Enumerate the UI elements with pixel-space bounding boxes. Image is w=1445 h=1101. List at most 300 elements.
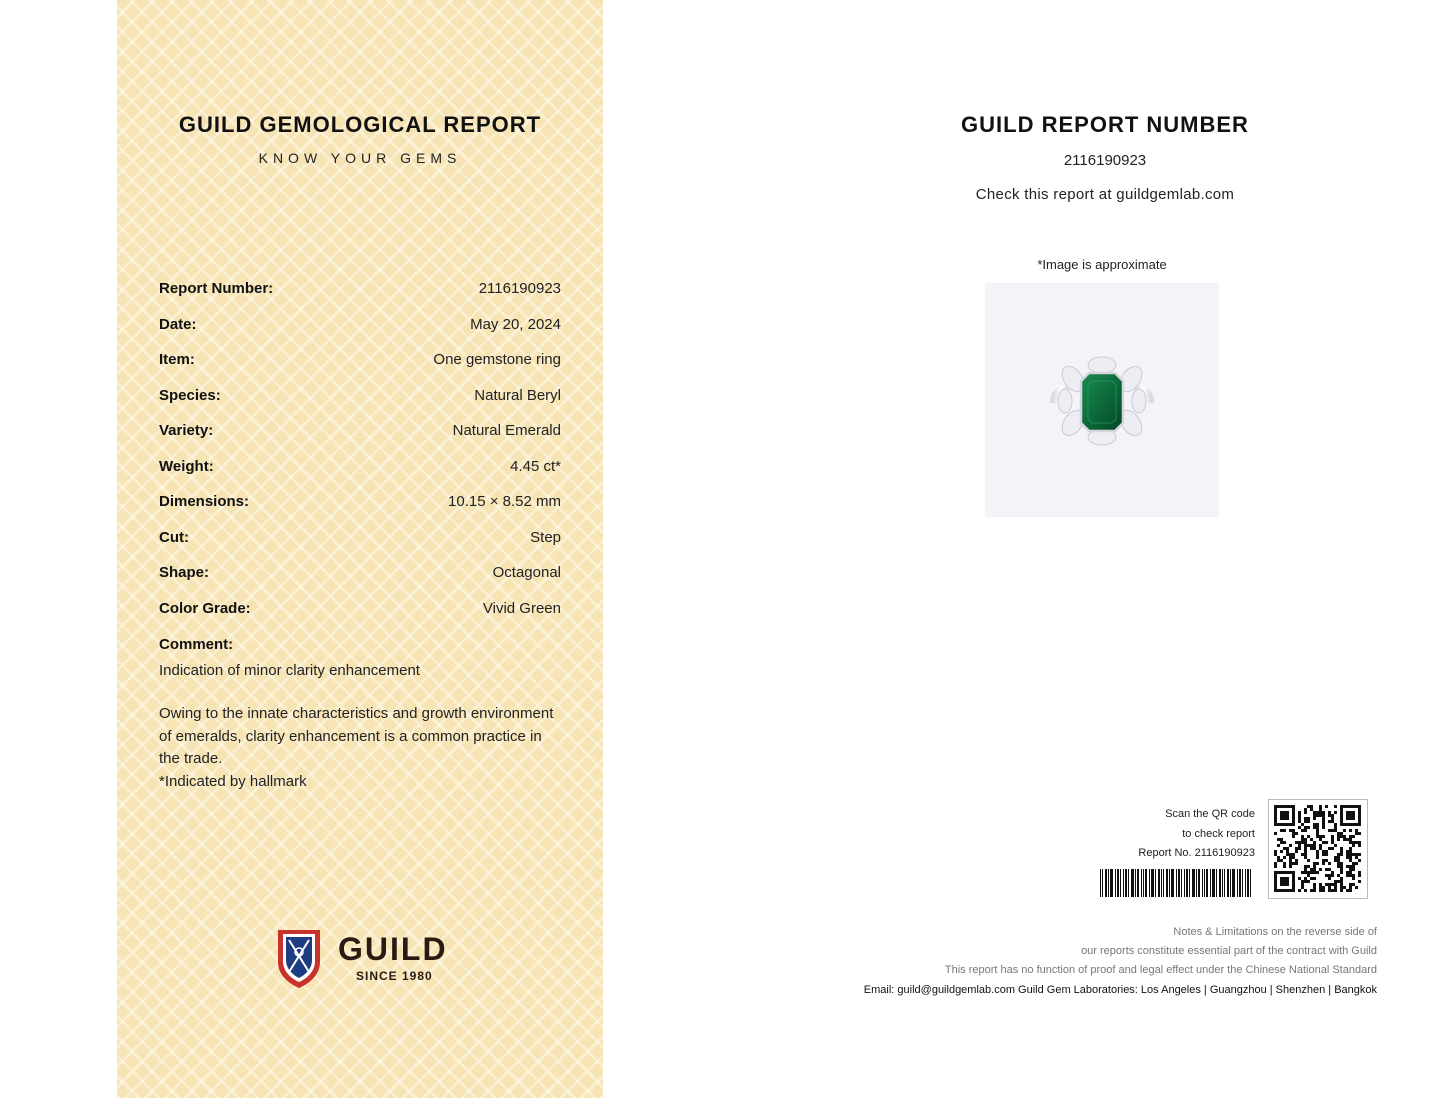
qr-module bbox=[1304, 841, 1307, 844]
qr-module bbox=[1352, 841, 1355, 844]
qr-module bbox=[1322, 817, 1325, 820]
qr-module bbox=[1283, 862, 1286, 865]
qr-module bbox=[1307, 817, 1310, 820]
qr-module bbox=[1334, 859, 1337, 862]
qr-module bbox=[1310, 847, 1313, 850]
qr-module bbox=[1334, 829, 1337, 832]
qr-module bbox=[1322, 835, 1325, 838]
qr-module bbox=[1349, 874, 1352, 877]
qr-module bbox=[1298, 889, 1301, 892]
barcode-bar bbox=[1145, 869, 1147, 897]
barcode-bar bbox=[1210, 869, 1211, 897]
qr-module bbox=[1307, 805, 1310, 808]
qr-module bbox=[1349, 829, 1352, 832]
barcode-bar bbox=[1184, 869, 1185, 897]
qr-code[interactable] bbox=[1268, 799, 1368, 899]
field-date bbox=[159, 316, 561, 352]
hallmark-note: *Indicated by hallmark bbox=[159, 772, 307, 790]
qr-module bbox=[1295, 841, 1298, 844]
barcode-bar bbox=[1224, 869, 1225, 897]
field-label: Color Grade: bbox=[159, 599, 251, 617]
barcode-bar bbox=[1161, 869, 1162, 897]
qr-module bbox=[1340, 886, 1343, 889]
qr-module bbox=[1346, 874, 1349, 877]
qr-module bbox=[1349, 835, 1352, 838]
qr-module bbox=[1316, 853, 1319, 856]
qr-module bbox=[1307, 844, 1310, 847]
qr-module bbox=[1328, 862, 1331, 865]
qr-module bbox=[1304, 817, 1307, 820]
qr-module bbox=[1340, 862, 1343, 865]
qr-module bbox=[1313, 826, 1316, 829]
qr-module bbox=[1325, 874, 1328, 877]
qr-code-icon bbox=[1269, 800, 1367, 898]
qr-module bbox=[1358, 841, 1361, 844]
barcode-bar bbox=[1149, 869, 1150, 897]
report-number: 2116190923 bbox=[1063, 152, 1147, 169]
qr-module bbox=[1283, 856, 1286, 859]
field-label: Item: bbox=[159, 351, 195, 368]
qr-module bbox=[1280, 841, 1283, 844]
field-label: Variety: bbox=[159, 422, 214, 439]
qr-module bbox=[1307, 874, 1310, 877]
barcode-bar bbox=[1120, 869, 1121, 897]
qr-module bbox=[1283, 829, 1286, 832]
field-label: Species: bbox=[159, 386, 221, 404]
qr-module bbox=[1283, 865, 1286, 868]
qr-module bbox=[1334, 823, 1337, 826]
qr-module bbox=[1346, 856, 1349, 859]
qr-module bbox=[1295, 847, 1298, 850]
qr-module bbox=[1316, 835, 1319, 838]
qr-module bbox=[1292, 835, 1295, 838]
qr-module bbox=[1331, 835, 1334, 838]
qr-module bbox=[1352, 865, 1355, 868]
qr-module bbox=[1337, 874, 1340, 877]
report-fields bbox=[159, 280, 561, 635]
qr-module bbox=[1352, 877, 1355, 880]
report-title: GUILD GEMOLOGICAL REPORT bbox=[178, 112, 542, 137]
qr-module bbox=[1286, 847, 1289, 850]
qr-module bbox=[1301, 838, 1304, 841]
field-label: Report Number: bbox=[159, 280, 274, 297]
barcode-bar bbox=[1166, 869, 1168, 897]
qr-module bbox=[1280, 838, 1283, 841]
qr-module bbox=[1313, 868, 1316, 871]
barcode-bar bbox=[1216, 869, 1217, 897]
qr-module bbox=[1322, 814, 1325, 817]
qr-module bbox=[1346, 811, 1355, 820]
qr-module bbox=[1313, 886, 1316, 889]
qr-module bbox=[1298, 847, 1301, 850]
barcode-bar bbox=[1108, 869, 1109, 897]
qr-module bbox=[1328, 877, 1331, 880]
qr-module bbox=[1340, 847, 1343, 850]
qr-module bbox=[1343, 835, 1346, 838]
qr-module bbox=[1346, 889, 1349, 892]
qr-module bbox=[1349, 868, 1352, 871]
qr-module bbox=[1316, 811, 1319, 814]
qr-module bbox=[1328, 889, 1331, 892]
qr-module bbox=[1289, 859, 1292, 862]
qr-module bbox=[1304, 871, 1307, 874]
qr-module bbox=[1292, 829, 1295, 832]
qr-module bbox=[1337, 838, 1340, 841]
qr-module bbox=[1304, 865, 1307, 868]
qr-module bbox=[1304, 856, 1307, 859]
barcode-bar bbox=[1128, 869, 1129, 897]
qr-module bbox=[1352, 844, 1355, 847]
qr-module bbox=[1319, 889, 1322, 892]
qr-module bbox=[1301, 871, 1304, 874]
qr-module bbox=[1316, 823, 1319, 826]
qr-module bbox=[1280, 829, 1283, 832]
qr-module bbox=[1322, 811, 1325, 814]
qr-module bbox=[1301, 841, 1304, 844]
field-value: Natural Beryl bbox=[474, 386, 561, 404]
verify-link-text: Check this report at guildgemlab.com bbox=[975, 186, 1235, 203]
qr-module bbox=[1325, 850, 1328, 853]
qr-module bbox=[1316, 832, 1319, 835]
qr-module bbox=[1277, 859, 1280, 862]
qr-module bbox=[1313, 865, 1316, 868]
barcode-bar bbox=[1186, 869, 1188, 897]
barcode-bar bbox=[1123, 869, 1124, 897]
qr-module bbox=[1310, 805, 1313, 808]
qr-module bbox=[1346, 865, 1349, 868]
qr-module bbox=[1358, 859, 1361, 862]
qr-module bbox=[1310, 868, 1313, 871]
qr-module bbox=[1301, 883, 1304, 886]
qr-module bbox=[1334, 880, 1337, 883]
qr-module bbox=[1304, 844, 1307, 847]
barcode-bar bbox=[1230, 869, 1231, 897]
qr-module bbox=[1337, 859, 1340, 862]
qr-module bbox=[1313, 862, 1316, 865]
qr-module bbox=[1358, 874, 1361, 877]
qr-module bbox=[1319, 835, 1322, 838]
barcode-bar bbox=[1247, 869, 1249, 897]
barcode-bar bbox=[1158, 869, 1160, 897]
qr-module bbox=[1280, 811, 1289, 820]
barcode-bar bbox=[1137, 869, 1139, 897]
qr-module bbox=[1319, 814, 1322, 817]
qr-module bbox=[1337, 853, 1340, 856]
qr-module bbox=[1319, 811, 1322, 814]
qr-module bbox=[1304, 853, 1307, 856]
qr-module bbox=[1331, 814, 1334, 817]
qr-instruction-line: Report No. 2116190923 bbox=[1138, 847, 1255, 859]
qr-module bbox=[1334, 883, 1337, 886]
qr-module bbox=[1328, 811, 1331, 814]
qr-module bbox=[1331, 838, 1334, 841]
qr-module bbox=[1355, 841, 1358, 844]
qr-module bbox=[1325, 868, 1328, 871]
qr-module bbox=[1310, 808, 1313, 811]
qr-module bbox=[1319, 847, 1322, 850]
qr-module bbox=[1295, 862, 1298, 865]
footer-notes-line: This report has no function of proof and legal effect under the Chinese National Standard bbox=[944, 964, 1377, 976]
field-value: Step bbox=[530, 528, 561, 546]
qr-module bbox=[1292, 832, 1295, 835]
barcode-bar bbox=[1250, 869, 1251, 897]
qr-module bbox=[1292, 856, 1295, 859]
qr-module bbox=[1313, 877, 1316, 880]
qr-module bbox=[1301, 823, 1304, 826]
qr-module bbox=[1349, 883, 1352, 886]
qr-module bbox=[1298, 814, 1301, 817]
treatment-note-text: Owing to the innate characteristics and growth environment of emeralds, clarity enhancement is a common practice in the trade. bbox=[159, 705, 554, 767]
comment-label: Comment: bbox=[159, 636, 234, 653]
qr-module bbox=[1346, 853, 1349, 856]
field-value: 4.45 ct* bbox=[510, 457, 561, 475]
footer-contact[interactable]: Email: guild@guildgemlab.com Guild Gem Laboratories: Los Angeles | Guangzhou | Shenzhen | Bangkok bbox=[863, 984, 1377, 996]
qr-module bbox=[1331, 889, 1334, 892]
barcode-bar bbox=[1227, 869, 1229, 897]
qr-module bbox=[1328, 814, 1331, 817]
qr-module bbox=[1331, 883, 1334, 886]
qr-module bbox=[1310, 889, 1313, 892]
field-shape bbox=[159, 564, 561, 600]
barcode-bar bbox=[1196, 869, 1197, 897]
qr-module bbox=[1331, 841, 1334, 844]
footer-notes-line: Notes & Limitations on the reverse side of bbox=[1173, 926, 1377, 938]
qr-module bbox=[1355, 829, 1358, 832]
qr-module bbox=[1304, 820, 1307, 823]
qr-module bbox=[1349, 871, 1352, 874]
barcode-bar bbox=[1239, 869, 1241, 897]
qr-module bbox=[1304, 838, 1307, 841]
qr-module bbox=[1325, 883, 1328, 886]
qr-module bbox=[1322, 850, 1325, 853]
qr-module bbox=[1322, 820, 1325, 823]
qr-module bbox=[1334, 805, 1337, 808]
qr-module bbox=[1352, 835, 1355, 838]
report-tagline: KNOW YOUR GEMS bbox=[258, 150, 462, 166]
report-card-panel bbox=[117, 0, 603, 1098]
barcode-bar bbox=[1178, 869, 1180, 897]
qr-module bbox=[1301, 886, 1304, 889]
qr-module bbox=[1277, 856, 1280, 859]
qr-module bbox=[1304, 808, 1307, 811]
qr-module bbox=[1313, 841, 1316, 844]
qr-module bbox=[1319, 844, 1322, 847]
qr-module bbox=[1304, 811, 1307, 814]
image-caption: *Image is approximate bbox=[1037, 257, 1167, 272]
qr-module bbox=[1304, 847, 1307, 850]
qr-module bbox=[1322, 886, 1325, 889]
barcode-bar bbox=[1169, 869, 1170, 897]
qr-module bbox=[1274, 850, 1277, 853]
qr-module bbox=[1319, 868, 1322, 871]
qr-module bbox=[1292, 853, 1295, 856]
qr-module bbox=[1337, 865, 1340, 868]
qr-module bbox=[1346, 838, 1349, 841]
qr-module bbox=[1331, 820, 1334, 823]
logo-since: SINCE 1980 bbox=[356, 969, 433, 983]
qr-module bbox=[1313, 847, 1316, 850]
qr-module bbox=[1301, 829, 1304, 832]
barcode-bar bbox=[1192, 869, 1195, 897]
logo-wordmark: GUILD bbox=[338, 931, 448, 967]
barcode-bar bbox=[1198, 869, 1200, 897]
emerald-ring-image bbox=[985, 283, 1219, 517]
qr-module bbox=[1349, 850, 1352, 853]
qr-module bbox=[1322, 889, 1325, 892]
qr-module bbox=[1313, 883, 1316, 886]
qr-module bbox=[1301, 880, 1304, 883]
qr-instruction-line: to check report bbox=[1182, 827, 1255, 840]
barcode-icon bbox=[1100, 869, 1255, 897]
qr-module bbox=[1328, 886, 1331, 889]
qr-module bbox=[1349, 841, 1352, 844]
qr-module bbox=[1313, 844, 1316, 847]
qr-instruction-line: Scan the QR code bbox=[1165, 808, 1255, 820]
qr-module bbox=[1346, 871, 1349, 874]
qr-module bbox=[1358, 844, 1361, 847]
qr-module bbox=[1340, 883, 1343, 886]
barcode-bar bbox=[1125, 869, 1127, 897]
qr-module bbox=[1274, 862, 1277, 865]
barcode-bar bbox=[1222, 869, 1223, 897]
field-value: 10.15 × 8.52 mm bbox=[448, 493, 561, 510]
field-cut bbox=[159, 529, 561, 565]
qr-module bbox=[1343, 829, 1346, 832]
qr-module bbox=[1277, 838, 1280, 841]
qr-module bbox=[1331, 817, 1334, 820]
qr-module bbox=[1355, 856, 1358, 859]
qr-module bbox=[1298, 826, 1301, 829]
guild-shield-icon bbox=[274, 926, 324, 990]
qr-module bbox=[1304, 889, 1307, 892]
qr-module bbox=[1295, 859, 1298, 862]
qr-module bbox=[1313, 817, 1316, 820]
qr-module bbox=[1340, 832, 1343, 835]
qr-module bbox=[1340, 865, 1343, 868]
qr-module bbox=[1304, 868, 1307, 871]
qr-module bbox=[1352, 874, 1355, 877]
qr-module bbox=[1319, 805, 1322, 808]
guild-logo bbox=[274, 926, 448, 990]
qr-module bbox=[1325, 805, 1328, 808]
qr-module bbox=[1295, 850, 1298, 853]
qr-module bbox=[1319, 883, 1322, 886]
qr-module bbox=[1355, 853, 1358, 856]
qr-module bbox=[1334, 826, 1337, 829]
qr-module bbox=[1322, 826, 1325, 829]
qr-module bbox=[1286, 850, 1289, 853]
qr-module bbox=[1298, 844, 1301, 847]
qr-module bbox=[1328, 829, 1331, 832]
barcode-bar bbox=[1212, 869, 1215, 897]
qr-module bbox=[1343, 838, 1346, 841]
qr-module bbox=[1358, 871, 1361, 874]
qr-module bbox=[1322, 853, 1325, 856]
qr-module bbox=[1331, 847, 1334, 850]
qr-module bbox=[1340, 850, 1343, 853]
qr-module bbox=[1304, 880, 1307, 883]
qr-module bbox=[1307, 835, 1310, 838]
field-weight bbox=[159, 458, 561, 494]
qr-module bbox=[1337, 856, 1340, 859]
field-item bbox=[159, 351, 561, 387]
field-label: Dimensions: bbox=[159, 493, 250, 510]
qr-module bbox=[1307, 880, 1310, 883]
qr-module bbox=[1337, 862, 1340, 865]
qr-module bbox=[1337, 835, 1340, 838]
qr-module bbox=[1313, 871, 1316, 874]
barcode-bar bbox=[1237, 869, 1238, 897]
qr-module bbox=[1352, 883, 1355, 886]
qr-module bbox=[1298, 820, 1301, 823]
qr-module bbox=[1313, 889, 1316, 892]
field-value: Octagonal bbox=[492, 564, 561, 581]
qr-module bbox=[1349, 847, 1352, 850]
barcode-bar bbox=[1204, 869, 1205, 897]
qr-module bbox=[1334, 856, 1337, 859]
barcode-bar bbox=[1176, 869, 1177, 897]
qr-module bbox=[1280, 859, 1283, 862]
qr-module bbox=[1334, 811, 1337, 814]
qr-module bbox=[1325, 853, 1328, 856]
qr-module bbox=[1313, 814, 1316, 817]
qr-module bbox=[1295, 832, 1298, 835]
barcode-bar bbox=[1163, 869, 1164, 897]
barcode-bar bbox=[1242, 869, 1243, 897]
field-report-number bbox=[159, 280, 561, 316]
qr-module bbox=[1322, 841, 1325, 844]
qr-instructions bbox=[1060, 808, 1255, 867]
qr-module bbox=[1331, 871, 1334, 874]
barcode-bar bbox=[1110, 869, 1113, 897]
qr-module bbox=[1334, 889, 1337, 892]
qr-module bbox=[1289, 862, 1292, 865]
field-variety bbox=[159, 422, 561, 458]
field-dimensions bbox=[159, 493, 561, 529]
qr-module bbox=[1280, 850, 1283, 853]
qr-module bbox=[1316, 814, 1319, 817]
qr-module bbox=[1307, 820, 1310, 823]
qr-module bbox=[1307, 871, 1310, 874]
qr-module bbox=[1310, 871, 1313, 874]
qr-module bbox=[1358, 853, 1361, 856]
qr-module bbox=[1316, 829, 1319, 832]
qr-module bbox=[1310, 844, 1313, 847]
qr-module bbox=[1310, 877, 1313, 880]
qr-module bbox=[1298, 877, 1301, 880]
barcode-bar bbox=[1141, 869, 1142, 897]
field-label: Weight: bbox=[159, 457, 214, 475]
qr-module bbox=[1274, 853, 1277, 856]
qr-module bbox=[1301, 835, 1304, 838]
qr-module bbox=[1322, 859, 1325, 862]
qr-module bbox=[1325, 859, 1328, 862]
qr-module bbox=[1349, 889, 1352, 892]
barcode-bar bbox=[1143, 869, 1144, 897]
qr-module bbox=[1319, 808, 1322, 811]
barcode-bar bbox=[1151, 869, 1154, 897]
qr-module bbox=[1358, 832, 1361, 835]
qr-module bbox=[1340, 868, 1343, 871]
barcode-bar bbox=[1102, 869, 1103, 897]
barcode-bar bbox=[1131, 869, 1134, 897]
qr-module bbox=[1331, 874, 1334, 877]
qr-module bbox=[1352, 853, 1355, 856]
barcode-bar bbox=[1219, 869, 1221, 897]
field-value: One gemstone ring bbox=[433, 351, 561, 368]
qr-module bbox=[1349, 856, 1352, 859]
qr-module bbox=[1355, 862, 1358, 865]
